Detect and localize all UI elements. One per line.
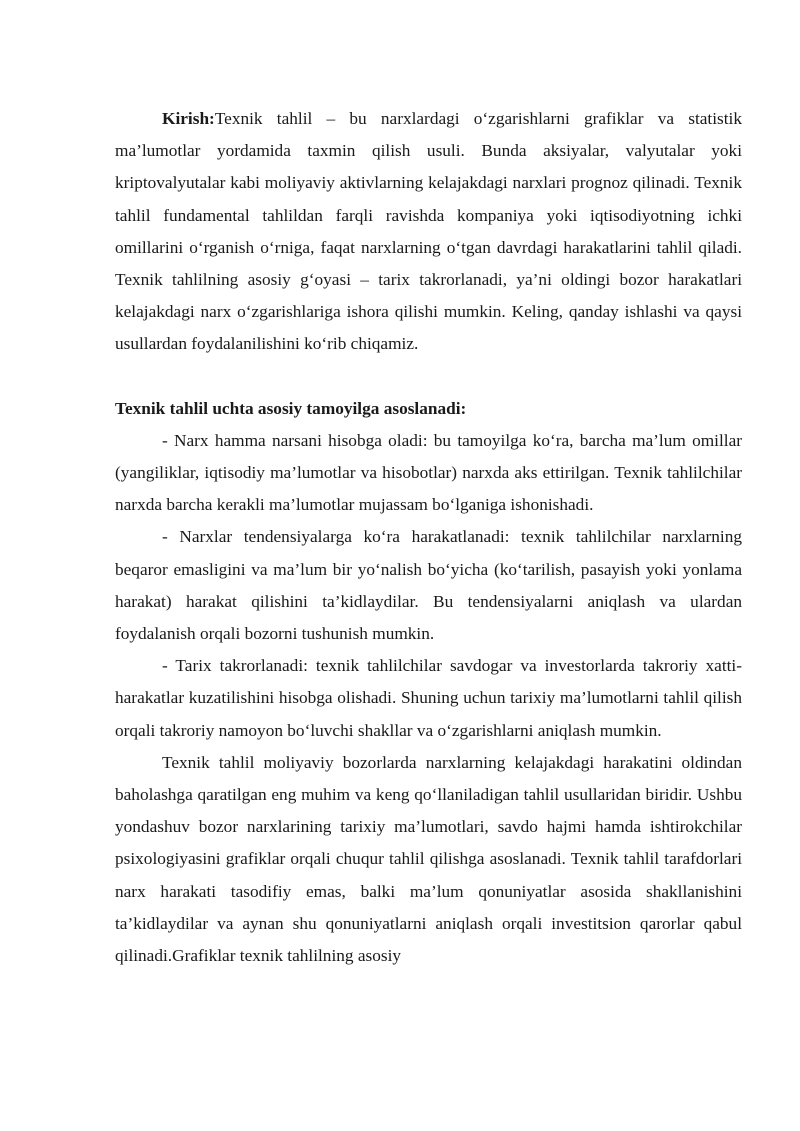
section-heading: Texnik tahlil uchta asosiy tamoyilga asoslanadi: — [115, 398, 467, 418]
intro-label: Kirish: — [162, 109, 215, 128]
principle-item: - Narxlar tendensiyalarga ko‘ra harakatlanadi: texnik tahlilchilar narxlarning beqaror emasligini va ma’lum bir yo‘nalish bo‘yicha (ko‘tarilish, pasayish yoki yonlama harakat) harakat qilishini ta’kidlaydilar. Bu tendensiyalarni aniqlash va ulardan foydalanish orqali bozorni tushunish mumkin. — [115, 527, 742, 644]
closing-paragraph: Texnik tahlil moliyaviy bozorlarda narxlarning kelajakdagi harakatini oldindan baholashga qaratilgan eng muhim va keng qo‘llaniladigan tahlil usullaridan biridir. Ushbu yondashuv bozor narxlarining tarixiy ma’lumotlari, savdo hajmi hamda ishtirokchilar psixologiyasini grafiklar orqali chuqur tahlil qilishga asoslanadi. Texnik tahlil tarafdorlari narx harakati tasodifiy emas, balki ma’lum qonuniyatlar asosida shakllanishini ta’kidlaydilar va aynan shu qonuniyatlarni aniqlash orqali investitsion qarorlar qabul qilinadi.Grafiklar texnik tahlilning asosiy — [115, 752, 742, 966]
intro-text: Texnik tahlil – bu narxlardagi o‘zgarishlarni grafiklar va statistik ma’lumotlar yordamida taxmin qilish usuli. Bunda aksiyalar, valyutalar yoki kriptovalyutalar kabi moliyaviy aktivlarning kelajakdagi narxlari prognoz qilinadi. Texnik tahlil fundamental tahlildan farqli ravishda kompaniya yoki iqtisodiyotning ichki omillarini o‘rganish o‘rniga, faqat narxlarning o‘tgan davrdagi harakatlarini tahlil qiladi. Texnik tahlilning asosiy g‘oyasi – tarix takrorlanadi, ya’ni oldingi bozor harakatlari kelajakdagi narx o‘zgarishlariga ishora qilishi mumkin. Keling, qanday ishlashi va qaysi usullardan foydalanilishini ko‘rib chiqamiz. — [115, 109, 742, 354]
document-body — [115, 103, 742, 972]
principle-item: - Tarix takrorlanadi: texnik tahlilchilar savdogar va investorlarda takroriy xatti-harakatlar kuzatilishini hisobga olishadi. Shuning uchun tarixiy ma’lumotlarni tahlil qilish orqali takroriy namoyon bo‘luvchi shakllar va o‘zgarishlarni aniqlash mumkin. — [115, 656, 742, 740]
intro-paragraph — [115, 103, 742, 361]
principle-item: - Narx hamma narsani hisobga oladi: bu tamoyilga ko‘ra, barcha ma’lum omillar (yangiliklar, iqtisodiy ma’lumotlar va hisobotlar) narxda aks ettirilgan. Texnik tahlilchilar narxda barcha kerakli ma’lumotlar mujassam bo‘lganiga ishonishadi. — [115, 430, 742, 515]
